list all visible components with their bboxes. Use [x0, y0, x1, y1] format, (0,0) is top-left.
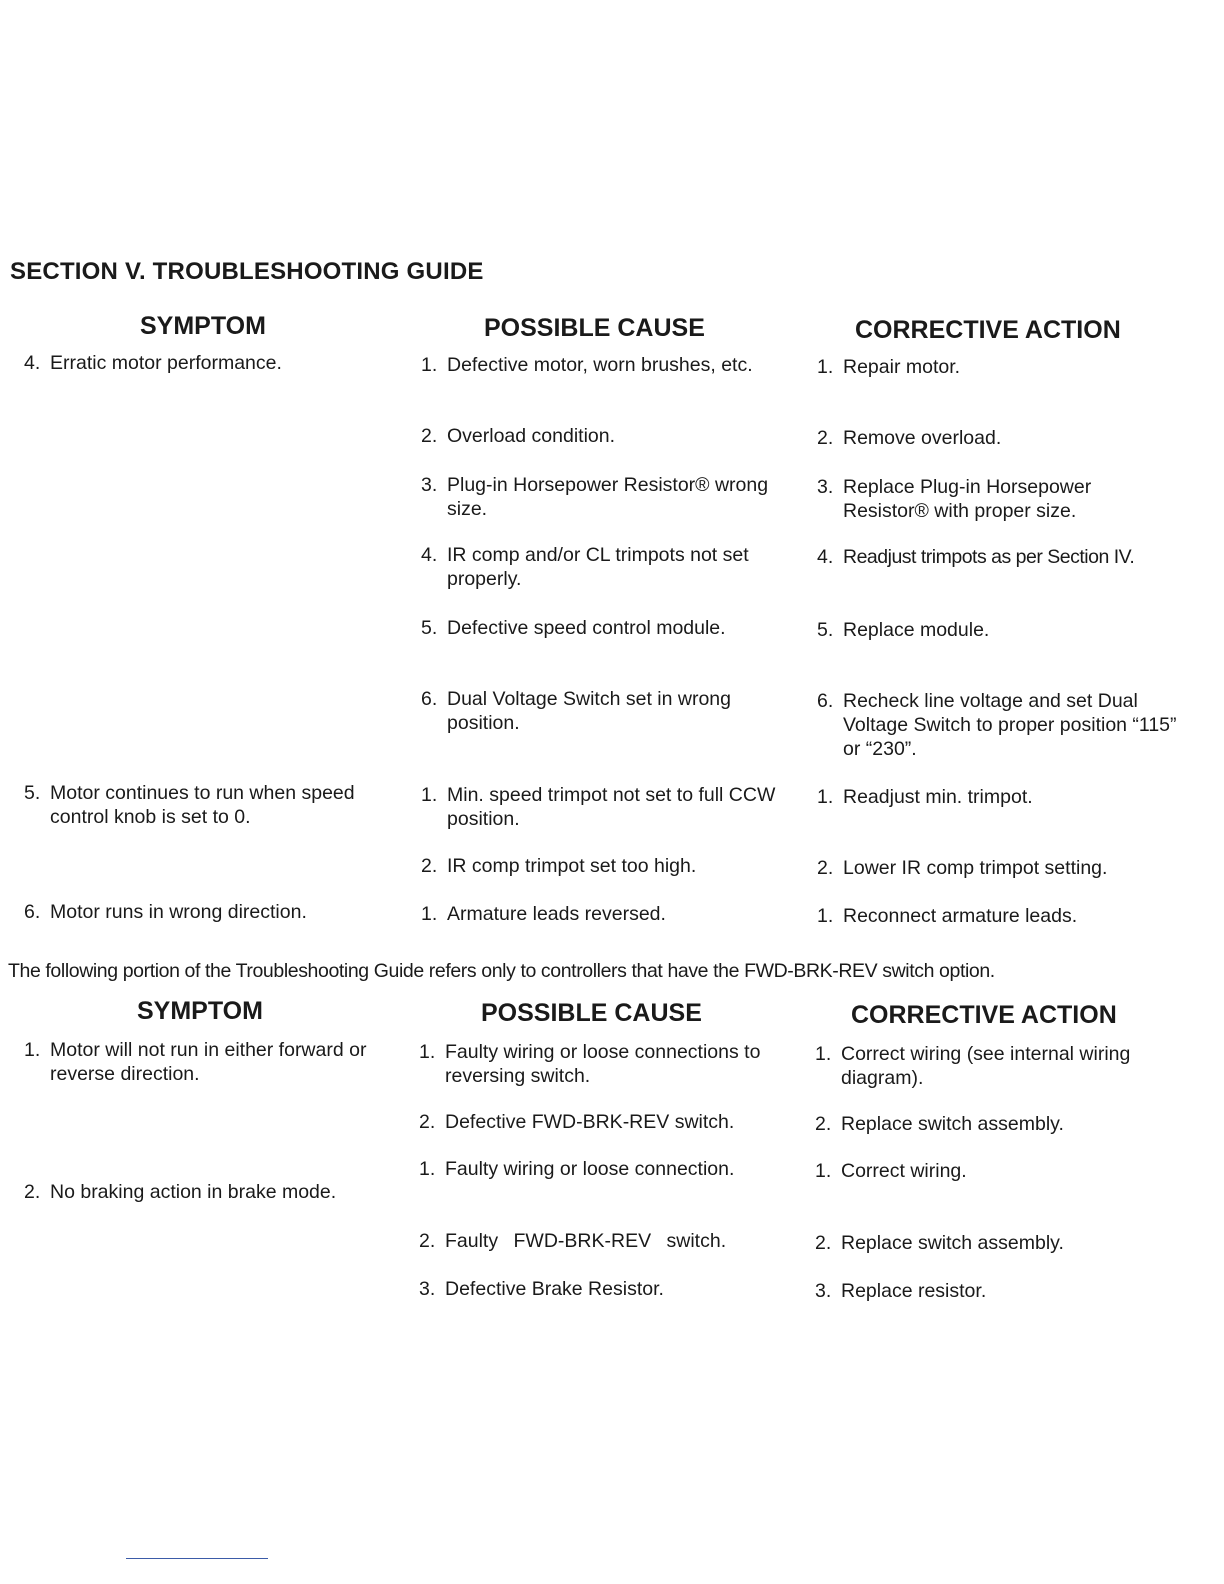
table2-header-action: CORRECTIVE ACTION [851, 1001, 1117, 1029]
table1-symptom-4 [24, 351, 404, 375]
item-number: 6. [24, 901, 41, 923]
cause-text: Min. speed trimpot not set to full CCW position. [447, 784, 776, 830]
item-number: 1. [419, 1041, 436, 1063]
action-text: Lower IR comp trimpot setting. [843, 857, 1108, 879]
table2-action [815, 1159, 1210, 1183]
table2-symptom-2 [24, 1180, 404, 1204]
item-number: 3. [421, 474, 438, 496]
action-text: Replace resistor. [841, 1280, 987, 1302]
cause-text: Faulty wiring or loose connections to reversing switch. [445, 1041, 761, 1087]
table1-cause [421, 543, 806, 591]
item-number: 2. [817, 857, 834, 879]
table1-cause [421, 616, 806, 640]
table1-action [817, 856, 1212, 880]
item-number: 4. [817, 546, 834, 568]
item-number: 4. [421, 544, 438, 566]
table1-cause [421, 783, 806, 831]
item-number: 5. [24, 782, 41, 804]
item-number: 1. [815, 1160, 832, 1182]
table2-header-cause: POSSIBLE CAUSE [481, 999, 702, 1027]
action-text: Readjust min. trimpot. [843, 786, 1033, 808]
cause-text: Defective Brake Resistor. [445, 1278, 664, 1300]
symptom-text: Motor will not run in either forward or reverse direction. [50, 1039, 367, 1085]
table1-cause [421, 902, 806, 926]
table2-cause [419, 1040, 804, 1088]
item-number: 1. [815, 1043, 832, 1065]
action-text: Correct wiring. [841, 1160, 967, 1182]
cause-text: Overload condition. [447, 425, 616, 447]
item-number: 2. [815, 1113, 832, 1135]
item-number: 1. [421, 784, 438, 806]
item-number: 2. [815, 1232, 832, 1254]
cause-text: Defective speed control module. [447, 617, 726, 639]
table2-cause [419, 1229, 804, 1253]
item-number: 4. [24, 352, 41, 374]
table2-symptom-1 [24, 1038, 404, 1086]
table1-header-symptom: SYMPTOM [140, 312, 266, 340]
item-number: 1. [817, 786, 834, 808]
cause-text: Dual Voltage Switch set in wrong position. [447, 688, 731, 734]
item-number: 1. [421, 903, 438, 925]
table1-action [817, 689, 1212, 761]
cause-text: Faulty FWD-BRK-REV switch. [445, 1230, 727, 1252]
table1-cause [421, 424, 806, 448]
cause-text: Defective motor, worn brushes, etc. [447, 354, 753, 376]
item-number: 6. [421, 688, 438, 710]
action-text: Replace module. [843, 619, 990, 641]
cause-text: IR comp and/or CL trimpots not set properly. [447, 544, 749, 590]
table2-cause [419, 1157, 804, 1181]
symptom-text: No braking action in brake mode. [50, 1181, 337, 1203]
fwd-brk-rev-note: The following portion of the Troubleshooting Guide refers only to controllers that have the FWD-BRK-REV switch option. [8, 960, 995, 982]
table1-symptom-5 [24, 781, 404, 829]
table1-symptom-6 [24, 900, 404, 924]
action-text: Remove overload. [843, 427, 1002, 449]
action-text: Replace switch assembly. [841, 1232, 1064, 1254]
table1-header-cause: POSSIBLE CAUSE [484, 314, 705, 342]
table1-cause [421, 353, 806, 377]
item-number: 1. [419, 1158, 436, 1180]
action-text: Replace switch assembly. [841, 1113, 1064, 1135]
item-number: 3. [419, 1278, 436, 1300]
item-number: 1. [24, 1039, 41, 1061]
item-number: 5. [817, 619, 834, 641]
item-number: 5. [421, 617, 438, 639]
action-text: Correct wiring (see internal wiring diagram). [841, 1043, 1131, 1089]
table1-action [817, 355, 1212, 379]
table2-action [815, 1112, 1210, 1136]
action-text: Replace Plug-in Horsepower Resistor® with proper size. [843, 476, 1092, 522]
item-number: 2. [24, 1181, 41, 1203]
action-text: Readjust trimpots as per Section IV. [843, 546, 1135, 568]
item-number: 2. [817, 427, 834, 449]
symptom-text: Motor continues to run when speed control knob is set to 0. [50, 782, 355, 828]
table1-action [817, 618, 1212, 642]
item-number: 2. [421, 425, 438, 447]
cause-text: Defective FWD-BRK-REV switch. [445, 1111, 735, 1133]
table1-cause [421, 687, 806, 735]
item-number: 3. [817, 476, 834, 498]
cause-text: IR comp trimpot set too high. [447, 855, 697, 877]
table2-cause [419, 1277, 804, 1301]
table2-action [815, 1231, 1210, 1255]
symptom-text: Motor runs in wrong direction. [50, 901, 307, 923]
action-text: Repair motor. [843, 356, 961, 378]
item-number: 1. [817, 905, 834, 927]
table1-cause [421, 473, 806, 521]
action-text: Recheck line voltage and set Dual Voltage Switch to proper position “115” or “230”. [843, 690, 1177, 760]
item-number: 3. [815, 1280, 832, 1302]
table2-action [815, 1279, 1210, 1303]
table1-action [817, 426, 1212, 450]
table1-action [817, 475, 1212, 523]
table2-cause [419, 1110, 804, 1134]
item-number: 1. [817, 356, 834, 378]
item-number: 2. [419, 1111, 436, 1133]
table1-action [817, 904, 1212, 928]
footer-rule [126, 1558, 268, 1559]
action-text: Reconnect armature leads. [843, 905, 1078, 927]
item-number: 1. [421, 354, 438, 376]
table2-action [815, 1042, 1210, 1090]
table1-cause [421, 854, 806, 878]
cause-text: Faulty wiring or loose connection. [445, 1158, 735, 1180]
cause-text: Plug-in Horsepower Resistor® wrong size. [447, 474, 769, 520]
symptom-text: Erratic motor performance. [50, 352, 282, 374]
item-number: 2. [419, 1230, 436, 1252]
cause-text: Armature leads reversed. [447, 903, 666, 925]
section-title: SECTION V. TROUBLESHOOTING GUIDE [10, 258, 484, 285]
table1-action [817, 785, 1212, 809]
table1-header-action: CORRECTIVE ACTION [855, 316, 1121, 344]
table1-action [817, 545, 1217, 569]
table2-header-symptom: SYMPTOM [137, 997, 263, 1025]
item-number: 2. [421, 855, 438, 877]
item-number: 6. [817, 690, 834, 712]
